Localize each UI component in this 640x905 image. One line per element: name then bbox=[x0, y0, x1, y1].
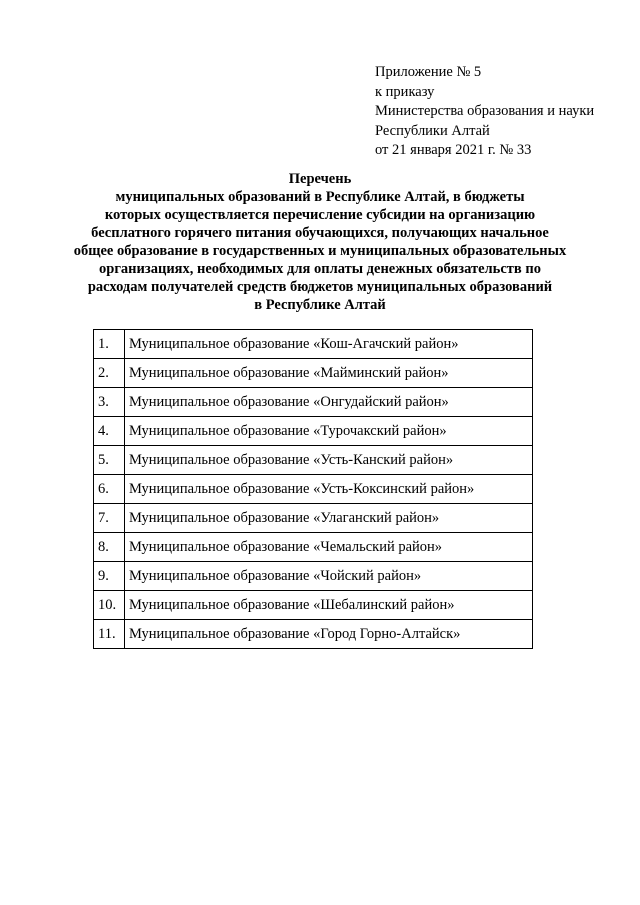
table-row bbox=[94, 417, 533, 446]
municipality-name: Муниципальное образование «Онгудайский район» bbox=[125, 388, 533, 417]
row-number: 9. bbox=[94, 562, 125, 591]
title-line: Перечень bbox=[288, 171, 352, 187]
title-line: которых осуществляется перечисление субсидии на организацию bbox=[104, 207, 536, 223]
table-row bbox=[94, 504, 533, 533]
row-number: 7. bbox=[94, 504, 125, 533]
municipality-name: Муниципальное образование «Майминский район» bbox=[125, 359, 533, 388]
table-row bbox=[94, 591, 533, 620]
table-row bbox=[94, 620, 533, 649]
table-row bbox=[94, 359, 533, 388]
table-row bbox=[94, 562, 533, 591]
table-row bbox=[94, 446, 533, 475]
annex-line: к приказу bbox=[375, 83, 435, 100]
title-line: в Республике Алтай bbox=[254, 297, 386, 313]
municipality-name: Муниципальное образование «Улаганский район» bbox=[125, 504, 533, 533]
title-line: расходам получателей средств бюджетов муниципальных образований bbox=[87, 279, 553, 295]
annex-block bbox=[375, 63, 594, 161]
municipality-name: Муниципальное образование «Турочакский район» bbox=[125, 417, 533, 446]
municipality-name: Муниципальное образование «Усть-Канский район» bbox=[125, 446, 533, 475]
row-number: 11. bbox=[94, 620, 125, 649]
row-number: 5. bbox=[94, 446, 125, 475]
row-number: 3. bbox=[94, 388, 125, 417]
municipality-name: Муниципальное образование «Город Горно-Алтайск» bbox=[125, 620, 533, 649]
title-line: бесплатного горячего питания обучающихся, получающих начальное bbox=[91, 225, 549, 241]
annex-line: от 21 января 2021 г. № 33 bbox=[375, 142, 532, 159]
municipalities-table bbox=[93, 329, 533, 649]
municipality-name: Муниципальное образование «Кош-Агачский район» bbox=[125, 330, 533, 359]
table-row bbox=[94, 330, 533, 359]
row-number: 1. bbox=[94, 330, 125, 359]
document-title bbox=[60, 170, 580, 314]
table-row bbox=[94, 475, 533, 504]
annex-line: Приложение № 5 bbox=[375, 64, 482, 80]
table-row bbox=[94, 388, 533, 417]
annex-line: Республики Алтай bbox=[375, 122, 490, 139]
row-number: 4. bbox=[94, 417, 125, 446]
annex-line: Министерства образования и науки bbox=[375, 103, 595, 120]
title-line: общее образование в государственных и муниципальных образовательных bbox=[73, 243, 567, 259]
table-row bbox=[94, 533, 533, 562]
row-number: 8. bbox=[94, 533, 125, 562]
row-number: 6. bbox=[94, 475, 125, 504]
row-number: 2. bbox=[94, 359, 125, 388]
title-line: муниципальных образований в Республике Алтай, в бюджеты bbox=[115, 189, 525, 205]
municipality-name: Муниципальное образование «Чемальский район» bbox=[125, 533, 533, 562]
municipality-name: Муниципальное образование «Усть-Коксинский район» bbox=[125, 475, 533, 504]
title-line: организациях, необходимых для оплаты денежных обязательств по bbox=[99, 261, 541, 277]
row-number: 10. bbox=[94, 591, 125, 620]
municipality-name: Муниципальное образование «Шебалинский район» bbox=[125, 591, 533, 620]
municipality-name: Муниципальное образование «Чойский район» bbox=[125, 562, 533, 591]
